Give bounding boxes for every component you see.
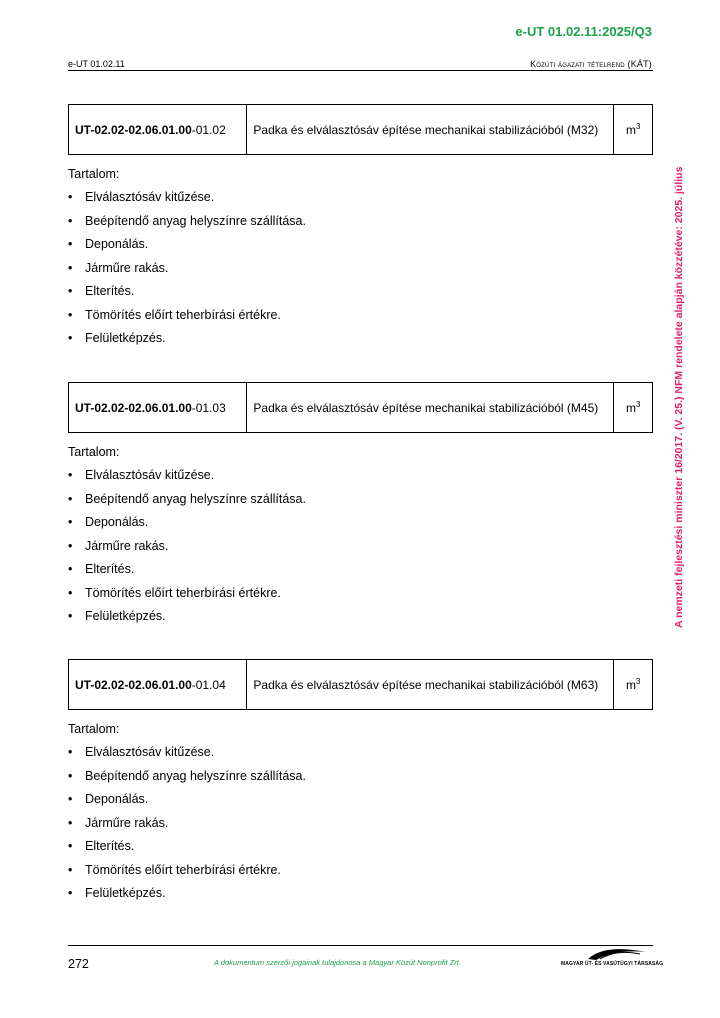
list-item: • Tömörítés előírt teherbírási értékre. — [68, 304, 653, 328]
item-code — [69, 660, 247, 710]
list-item: • Felületképzés. — [68, 605, 653, 629]
list-item: • Elterítés. — [68, 280, 653, 304]
item-code-suffix: -01.04 — [191, 677, 226, 692]
list-item: • Deponálás. — [68, 233, 653, 257]
list-item: • Beépítendő anyag helyszínre szállítása. — [68, 210, 653, 234]
item-code-suffix: -01.02 — [191, 122, 226, 137]
list-item: • Elválasztósáv kitűzése. — [68, 464, 653, 488]
item-unit — [614, 660, 653, 710]
item-description: Padka és elválasztósáv építése mechanikai stabilizációból (M63) — [247, 660, 614, 710]
bullet-list — [68, 186, 653, 351]
header-left: e-UT 01.02.11 — [68, 59, 125, 69]
item-code-bold: UT-02.02-02.06.01.00 — [75, 122, 192, 137]
list-item: • Deponálás. — [68, 511, 653, 535]
content-label: Tartalom: — [68, 445, 120, 459]
item-code-suffix: -01.03 — [191, 400, 226, 415]
item-unit — [614, 105, 653, 155]
side-note: A nemzeti fejlesztési miniszter 16/2017. (V. 25.) NFM rendelete alapján közzétéve: 2025. július — [673, 166, 685, 628]
list-item: • Járműre rakás. — [68, 257, 653, 281]
list-item: • Felületképzés. — [68, 882, 653, 906]
unit-exponent: 3 — [635, 122, 641, 131]
item-description: Padka és elválasztósáv építése mechanikai stabilizációból (M45) — [247, 383, 614, 433]
item-code-bold: UT-02.02-02.06.01.00 — [75, 400, 192, 415]
list-item: • Elválasztósáv kitűzése. — [68, 186, 653, 210]
item-unit — [614, 383, 653, 433]
item-description: Padka és elválasztósáv építése mechanikai stabilizációból (M32) — [247, 105, 614, 155]
item-block — [68, 104, 653, 351]
header-rule — [68, 70, 653, 71]
doc-code: e-UT 01.02.11:2025/Q3 — [515, 24, 652, 39]
list-item: • Deponálás. — [68, 788, 653, 812]
content-label: Tartalom: — [68, 167, 120, 181]
unit-exponent: 3 — [635, 400, 641, 409]
list-item: • Járműre rakás. — [68, 535, 653, 559]
list-item: • Elterítés. — [68, 558, 653, 582]
bullet-list — [68, 464, 653, 629]
bullet-list — [68, 741, 653, 906]
item-block — [68, 659, 653, 906]
header-right: Közúti ágazati tételrend (KÁT) — [530, 59, 652, 69]
company-logo-text: MAGYAR ÚT- ÉS VASÚTÜGYI TÁRSASÁG — [561, 961, 664, 967]
unit-base: m — [625, 123, 636, 137]
list-item: • Járműre rakás. — [68, 812, 653, 836]
page-number: 272 — [68, 957, 89, 971]
list-item: • Elterítés. — [68, 835, 653, 859]
list-item: • Felületképzés. — [68, 327, 653, 351]
list-item: • Elválasztósáv kitűzése. — [68, 741, 653, 765]
item-block — [68, 382, 653, 629]
item-code — [69, 383, 247, 433]
item-table — [68, 659, 653, 710]
item-table — [68, 382, 653, 433]
item-table — [68, 104, 653, 155]
list-item: • Beépítendő anyag helyszínre szállítása. — [68, 488, 653, 512]
unit-base: m — [625, 401, 636, 415]
list-item: • Beépítendő anyag helyszínre szállítása. — [68, 765, 653, 789]
list-item: • Tömörítés előírt teherbírási értékre. — [68, 859, 653, 883]
unit-base: m — [625, 678, 636, 692]
unit-exponent: 3 — [635, 677, 641, 686]
copyright-notice: A dokumentum szerzői jogainak tulajdonosa a Magyar Közút Nonprofit Zrt. — [214, 958, 461, 967]
item-code — [69, 105, 247, 155]
item-code-bold: UT-02.02-02.06.01.00 — [75, 677, 192, 692]
list-item: • Tömörítés előírt teherbírási értékre. — [68, 582, 653, 606]
content-label: Tartalom: — [68, 722, 120, 736]
